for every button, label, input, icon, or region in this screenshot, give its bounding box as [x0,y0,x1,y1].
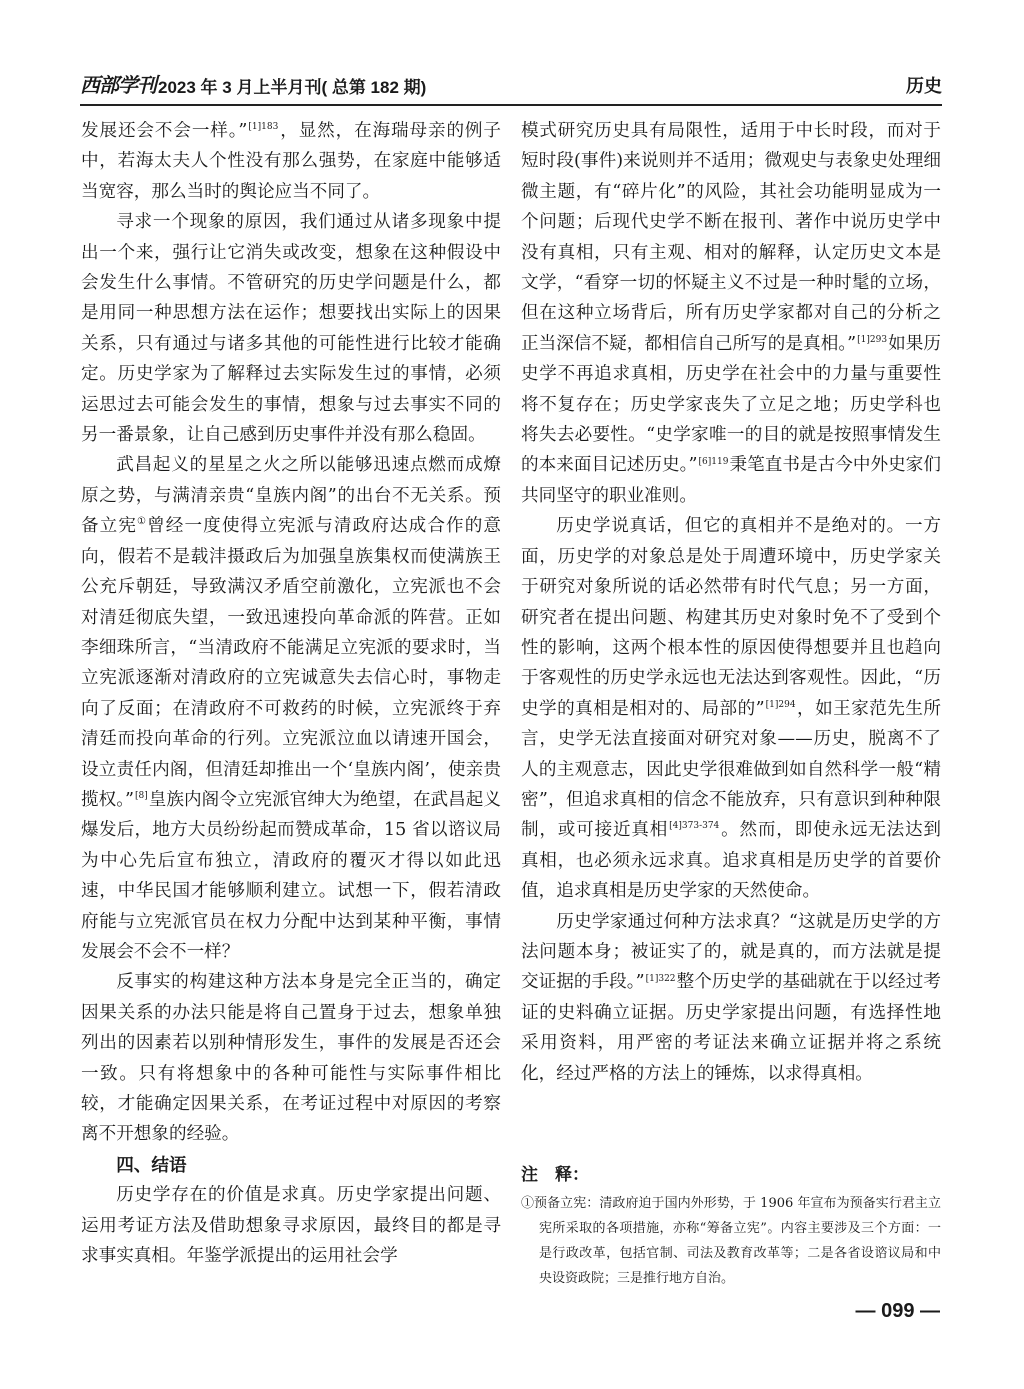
citation: [8] [135,791,148,802]
citation: [6]119 [698,456,729,467]
text-run: 。然而，即使永远无法达到真相，也必须永远求真。追求真相是历史学的首要价值，追求真相是历史学家的天然使命。 [521,820,941,902]
citation: [1]183 [248,122,279,133]
left-column [81,116,501,1271]
paragraph [81,116,501,207]
text-run: 模式研究历史具有局限性，适用于中长时段，而对于短时段(事件)来说则并不适用；微观史与表象史处理细微主题，有“碎片化”的风险，其社会功能明显成为一个问题；后现代史学不断在报刊、著作中说历史学中没有真相，只有主观、相对的解释，认定历史文本是文学，“看穿一切的怀疑主义不过是一种时髦的立场，但在这种立场背后，所有历史学家都对自己的分析之正当深信不疑，都相信自己所写的是真相。” [521,121,941,354]
citation: [1]293 [857,334,888,345]
paragraph: 寻求一个现象的原因，我们通过从诸多现象中提出一个来，强行让它消失或改变，想象在这种假设中会发生什么事情。不管研究的历史学问题是什么，都是用同一种思想方法在运作；想要找出实际上的因果关系，只有通过与诸多其他的可能性进行比较才能确定。历史学家为了解释过去实际发生过的事情，必须运思过去可能会发生的事情，想象与过去事实不同的另一番景象，让自己感到历史事件并没有那么稳固。 [81,212,501,446]
text-run: ，如王家范先生所言，史学无法直接面对研究对象——历史，脱离不了人的主观意志，因此史学很难做到如自然科学一般“精密”，但追求真相的信念不能放弃，只有意识到种种限制，或可接近真相 [521,698,941,841]
text-run: 发展还会不会一样。” [81,121,248,141]
right-column [521,116,941,1089]
paragraph: 历史学存在的价值是求真。历史学家提出问题、运用考证方法及借助想象寻求原因，最终目的都是寻求事实真相。年鉴学派提出的运用社会学 [81,1185,501,1267]
paragraph [521,116,941,511]
text-run: 历史学家通过何种方法求真？“这就是历史学的方法问题本身；被证实了的，就是真的，而方法就是提交证据的手段。” [521,911,941,993]
text-run: 秉笔直书是古今中外史家们共同坚守的职业准则。 [521,455,941,506]
page-header [80,70,942,106]
journal-masthead [80,69,426,104]
footnote-marker: ① [137,516,148,528]
text-run: ，显然，在海瑞母亲的例子中，若海太夫人个性没有那么强势，在家庭中能够适当宽容，那么当时的舆论应当不同了。 [81,121,501,202]
text-run: 曾经一度使得立宪派与清政府达成合作的意向，假若不是载沣摄政后为加强皇族集权而使满族王公充斥朝廷，导致满汉矛盾空前激化，立宪派也不会对清廷彻底失望，一致迅速投向革命派的阵营。正如李细珠所言，“当清政府不能满足立宪派的要求时，当立宪派逐渐对清政府的立宪诚意失去信心时，事物走向了反面；在清政府不可救药的时候，立宪派终于弃清廷而投向革命的行列。立宪派泣血以请速开国会，设立责任内阁，但清廷却推出一个‘皇族内阁’，使亲贵揽权。” [81,516,501,810]
paragraph [81,450,501,967]
citation: [1]294 [765,699,796,710]
text-run: 皇族内阁令立宪派官绅大为绝望，在武昌起义爆发后，地方大员纷纷起而赞成革命，15 省以谘议局为中心先后宣布独立，清政府的覆灭才得以如此迅速，中华民国才能够顺利建立。试想一下，假若清政府能与立宪派官员在权力分配中达到某种平衡，事情发展会不会不一样？ [81,789,501,962]
text-run: 历史学说真话，但它的真相并不是绝对的。一方面，历史学的对象总是处于周遭环境中，历史学家关于研究对象所说的话必然带有时代气息；另一方面，研究者在提出问题、构建其历史对象时免不了受到个性的影响，这两个根本性的原因使得想要并且也趋向于客观性的历史学永远也无法达到客观性。因此，“历史学的真相是相对的、局部的” [521,516,941,719]
footnote-item: ①预备立宪：清政府迫于国内外形势，于 1906 年宣布为预备实行君主立宪所采取的各项措施，亦称“筹备立宪”。内容主要涉及三个方面：一是行政改革，包括官制、司法及教育改革等；二是各省设谘议局和中央设资政院；三是推行地方自治。 [521,1196,941,1286]
text-run: 整个历史学的基础就在于以经过考证的史料确立证据。历史学家提出问题，有选择性地采用资料，用严密的考证法来确立证据并将之系统化，经过严格的方法上的锤炼，以求得真相。 [521,972,941,1084]
paragraph [521,511,941,906]
paragraph [521,907,941,1089]
citation: [4]373-374 [669,821,720,832]
footnotes-title: 注 释： [521,1165,589,1184]
journal-logo: 西部学刊 [80,73,156,97]
issue-info: 2023 年 3 月上半月刊( 总第 182 期) [158,78,427,97]
section-heading: 四、结语 [116,1154,187,1175]
citation: [1]322 [645,973,676,984]
section-label: 历史 [906,76,942,96]
text-run: 武昌起义的星星之火之所以能够迅速点燃而成燎原之势，与满清亲贵“皇族内阁”的出台不无关系。预备立宪 [81,455,501,537]
footnotes [521,1160,941,1291]
text-run: 如果历史学不再追求真相，历史学在社会中的力量与重要性将不复存在；历史学家丧失了立足之地；历史学科也将失去必要性。“史学家唯一的目的就是按照事情发生的本来面目记述历史。” [521,333,941,476]
paragraph: 反事实的构建这种方法本身是完全正当的，确定因果关系的办法只能是将自己置身于过去，想象单独列出的因素若以别种情形发生，事件的发展是否还会一致。只有将想象中的各种可能性与实际事件相比较，才能确定因果关系，在考证过程中对原因的考察离不开想象的经验。 [81,972,501,1145]
page-number: — 099 — [855,1300,940,1322]
